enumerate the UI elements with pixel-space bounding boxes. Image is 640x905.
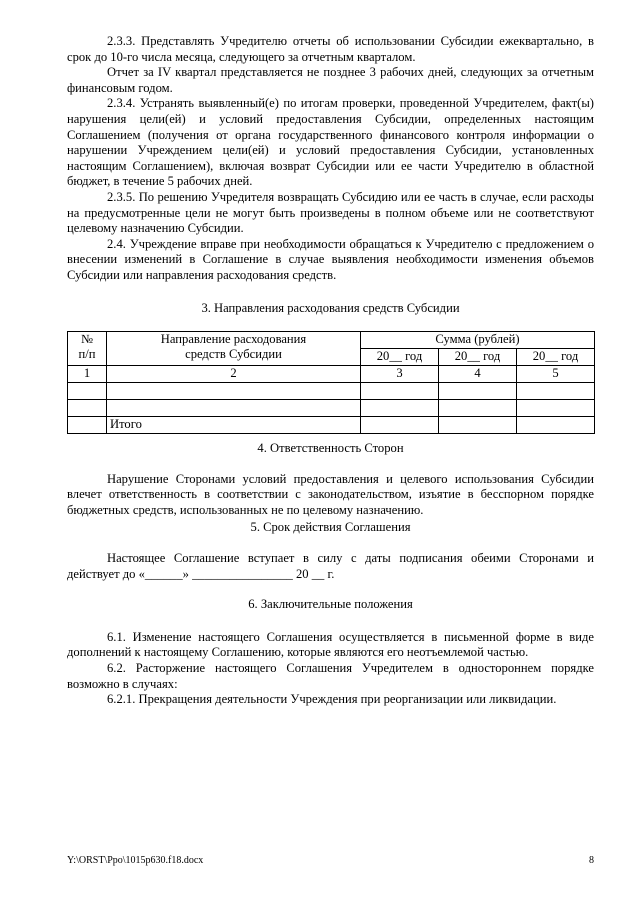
header-direction-line1: Направление расходования (160, 332, 307, 347)
empty-cell (68, 383, 107, 400)
paragraph-2-3-5: 2.3.5. По решению Учредителя возвращать Субсидию или ее часть в случае, если расходы на предусмотренные цели не могут быть произведены в полном объеме или не соответствуют целевому назначению Субсидии. (67, 189, 594, 236)
file-path: Y:\ORST\Ppo\1015p630.f18.docx (67, 855, 204, 866)
header-sum: Сумма (рублей) (361, 332, 595, 349)
header-number-line2: п/п (78, 347, 96, 362)
empty-cell (107, 400, 361, 417)
section-4-text: Нарушение Сторонами условий предоставления и целевого использования Субсидии влечет ответственность в соответствии с законодательством, изъятие в бесспорном порядке бюджетных средств, использованных не по целевому назначению. (67, 471, 594, 517)
section-5-heading: 5. Срок действия Соглашения (250, 520, 411, 535)
header-number (68, 332, 107, 366)
subsidy-directions-table (67, 331, 595, 434)
empty-cell (361, 417, 439, 434)
paragraph-2-3-4: 2.3.4. Устранять выявленный(е) по итогам проверки, проведенной Учредителем, факт(ы) нарушения цели(ей) и условий предоставления Субсидии, определенных настоящим Соглашением (получения от органа государственного финансового контроля информации о нарушении Учреждением цели(ей) и условий предоставления Субсидии, установленных настоящим Соглашением), включая возврат Субсидии или ее части Учредителю в областной бюджет, в течение 5 рабочих дней. (67, 96, 594, 189)
page-number: 8 (589, 855, 594, 866)
section-4-heading: 4. Ответственность Сторон (257, 441, 404, 456)
empty-cell (439, 417, 517, 434)
section-3-heading: 3. Направления расходования средств Субсидии (201, 300, 460, 315)
index-cell-1: 1 (68, 366, 107, 383)
total-label: Итого (107, 417, 361, 434)
index-cell-5: 5 (517, 366, 595, 383)
paragraph-2-4: 2.4. Учреждение вправе при необходимости обращаться к Учредителю с предложением о внесении изменений в Соглашение в случае выявления необходимости изменения объемов Субсидии или направления расходования средств. (67, 236, 594, 282)
empty-cell (439, 400, 517, 417)
index-cell-4: 4 (439, 366, 517, 383)
header-year-1: 20__ год (361, 349, 439, 366)
empty-cell (68, 417, 107, 434)
document-page (67, 34, 594, 708)
table-row (68, 400, 595, 417)
paragraph-6-2-1: 6.2.1. Прекращения деятельности Учреждения при реорганизации или ликвидации. (107, 692, 557, 707)
empty-cell (517, 400, 595, 417)
header-number-line1: № (80, 332, 94, 347)
paragraph-6-1: 6.1. Изменение настоящего Соглашения осуществляется в письменной форме в виде дополнений к настоящему Соглашению, которые являются его неотъемлемой частью. (67, 629, 594, 660)
empty-cell (361, 383, 439, 400)
table-header-row (68, 332, 595, 349)
index-cell-3: 3 (361, 366, 439, 383)
table-total-row (68, 417, 595, 434)
empty-cell (107, 383, 361, 400)
empty-cell (517, 417, 595, 434)
empty-cell (361, 400, 439, 417)
table-row (68, 383, 595, 400)
paragraph-2-3-3: 2.3.3. Представлять Учредителю отчеты об использовании Субсидии ежеквартально, в срок до 10-го числа месяца, следующего за отчетным кварталом. (67, 34, 594, 64)
empty-cell (68, 400, 107, 417)
index-cell-2: 2 (107, 366, 361, 383)
header-year-2: 20__ год (439, 349, 517, 366)
header-year-3: 20__ год (517, 349, 595, 366)
empty-cell (517, 383, 595, 400)
paragraph-report-q4: Отчет за IV квартал представляется не позднее 3 рабочих дней, следующих за отчетным финансовым годом. (67, 65, 594, 95)
empty-cell (439, 383, 517, 400)
header-direction (107, 332, 361, 366)
table-index-row (68, 366, 595, 383)
section-6-heading: 6. Заключительные положения (248, 597, 413, 612)
section-5-text: Настоящее Соглашение вступает в силу с даты подписания обеими Сторонами и действует до «______» ________________ 20 __ г. (67, 551, 594, 581)
paragraph-6-2: 6.2. Расторжение настоящего Соглашения Учредителем в одностороннем порядке возможно в случаях: (67, 661, 594, 691)
header-direction-line2: средств Субсидии (185, 347, 282, 362)
